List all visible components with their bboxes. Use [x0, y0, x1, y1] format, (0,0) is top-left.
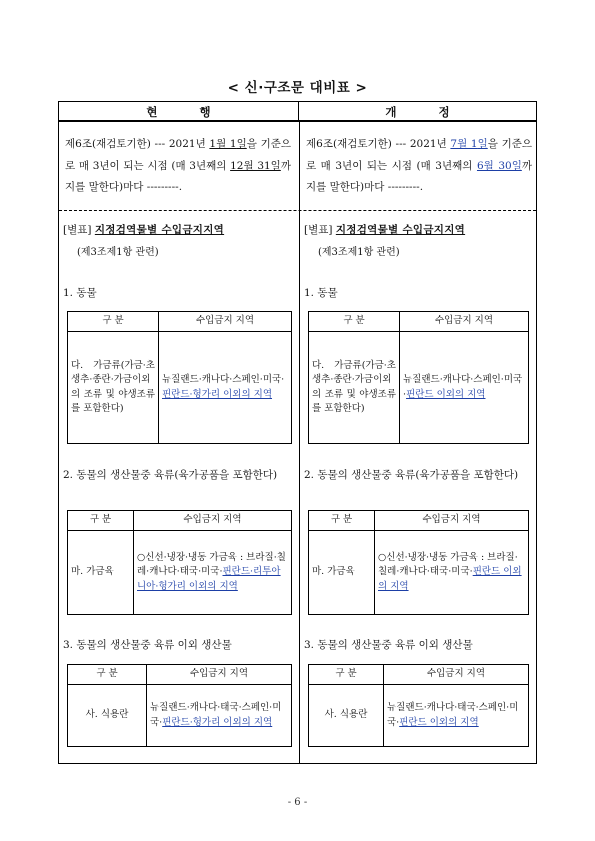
table-cell-region: 뉴질랜드·캐나다·스페인·미국·핀란드 이외의 지역: [400, 332, 529, 444]
table-other-products: [67, 664, 292, 747]
article-6-current: 제6조(재검토기한) --- 2021년 1월 1일을 기준으로 매 3년이 되는 시점 (매 3년째의 12월 31일까지를 말한다)마다 ---------.: [65, 138, 291, 193]
section-1-heading: 1. 동물: [63, 287, 97, 299]
current-column: [59, 102, 299, 763]
table-header-category: 구 분: [68, 665, 147, 685]
section-2-heading: 2. 동물의 생산물중 육류(육가공품을 포함한다): [304, 469, 519, 481]
table-meat: [308, 510, 529, 615]
page-number: - 6 -: [287, 797, 308, 808]
table-cell-category: 다. 가금류(가금·초생추·종란·가금이외의 조류 및 야생조류를 포함한다): [309, 332, 400, 444]
table-cell-region: ○신선·냉장·냉동 가금육 : 브라질·칠레·캐나다·태국·미국·핀란드·리투아니아·헝가리 이외의 지역: [134, 531, 292, 615]
table-cell-category: 마. 가금육: [68, 531, 134, 615]
section-1-heading: 1. 동물: [304, 287, 338, 299]
table-header-region: 수입금지 지역: [147, 665, 292, 685]
table-header-region: 수입금지 지역: [134, 511, 292, 531]
table-animals: [67, 311, 292, 444]
table-header-category: 구 분: [309, 312, 400, 332]
table-header-region: 수입금지 지역: [400, 312, 529, 332]
table-header-category: 구 분: [309, 511, 375, 531]
table-header-category: 구 분: [68, 511, 134, 531]
annex-heading: [별표] 지정검역물별 수입금지지역: [63, 224, 225, 236]
document-title: < 신·구조문 대비표 >: [227, 80, 368, 96]
comparison-table: [58, 101, 537, 764]
table-header-region: 수입금지 지역: [384, 665, 529, 685]
section-3-heading: 3. 동물의 생산물중 육류 이외 생산물: [304, 639, 473, 651]
header-revised: 개정: [299, 102, 536, 122]
annex-subtitle: (제3조제1항 관련): [77, 247, 159, 258]
revised-column: [300, 102, 536, 763]
section-3-heading: 3. 동물의 생산물중 육류 이외 생산물: [63, 639, 232, 651]
table-animals: [308, 311, 529, 444]
table-cell-region: 뉴질랜드·캐나다·스페인·미국·핀란드·헝가리 이외의 지역: [159, 332, 292, 444]
table-cell-category: 다. 가금류(가금·초생추·종란·가금이외의 조류 및 야생조류를 포함한다): [68, 332, 159, 444]
table-meat: [67, 510, 292, 615]
table-other-products: [308, 664, 529, 747]
table-cell-category: 사. 식용란: [68, 685, 147, 747]
article-6-revised: 제6조(재검토기한) --- 2021년 7월 1일을 기준으로 매 3년이 되는 시점 (매 3년째의 6월 30일까지를 말한다)마다 ---------.: [306, 138, 532, 193]
table-cell-region: ○신선·냉장·냉동 가금육 : 브라질·칠레·캐나다·태국·미국·핀란드 이외의 지역: [375, 531, 529, 615]
table-header-category: 구 분: [68, 312, 159, 332]
table-header-region: 수입금지 지역: [375, 511, 529, 531]
table-header-category: 구 분: [309, 665, 384, 685]
table-cell-category: 마. 가금육: [309, 531, 375, 615]
annex-subtitle: (제3조제1항 관련): [318, 247, 400, 258]
annex-heading: [별표] 지정검역물별 수입금지지역: [304, 224, 466, 236]
header-current: 현행: [59, 102, 299, 122]
table-header-region: 수입금지 지역: [159, 312, 292, 332]
section-2-heading: 2. 동물의 생산물중 육류(육가공품을 포함한다): [63, 469, 278, 481]
table-cell-region: 뉴질랜드·캐나다·태국·스페인·미국·핀란드 이외의 지역: [384, 685, 529, 747]
table-cell-region: 뉴질랜드·캐나다·태국·스페인·미국·핀란드·헝가리 이외의 지역: [147, 685, 292, 747]
table-cell-category: 사. 식용란: [309, 685, 384, 747]
